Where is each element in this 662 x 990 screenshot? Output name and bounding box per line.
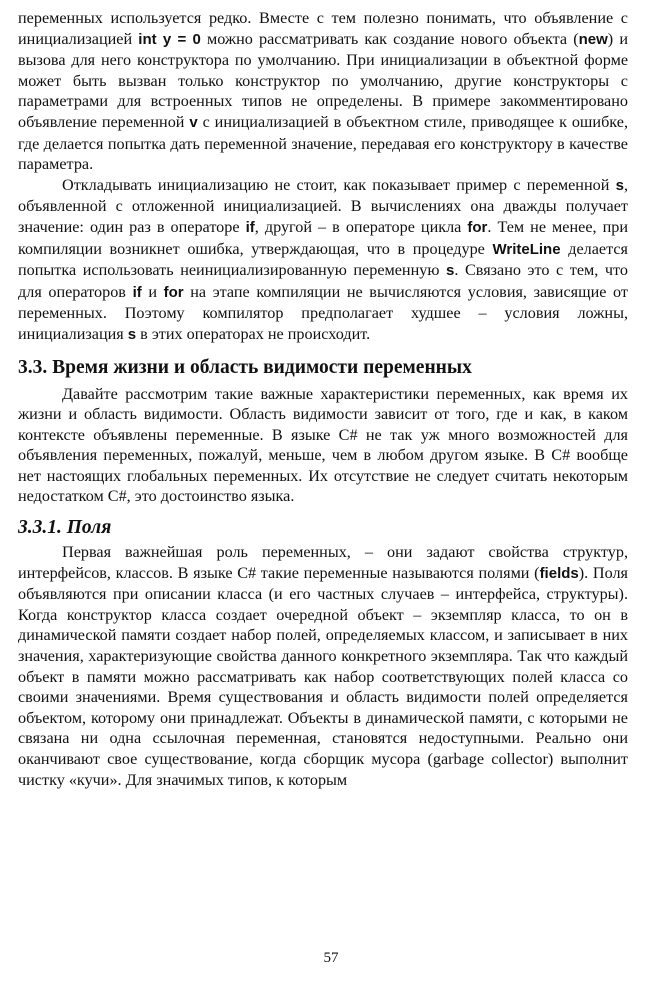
code-keyword: new: [578, 30, 608, 48]
paragraph-2: [18, 175, 628, 346]
code-keyword: int y = 0: [138, 30, 201, 48]
page-number: 57: [323, 950, 339, 966]
paragraph-3: Давайте рассмотрим такие важные характеристики переменных, как время их жизни и область видимости. Область видимости зависит от того, где и как, в каком контексте объявлены переменные. В языке C# не так уж много возможностей для объявления переменных, пожалуй, меньше, чем в любом другом языке. В C# вообще нет настоящих глобальных переменных. Их отсутствие не следует считать некоторым недостатком C#, это достоинство языка.: [18, 384, 628, 506]
text-run: переменных используется редко. Вместе с тем полезно понимать, что объявление с инициализацией: [18, 9, 628, 48]
code-keyword: s: [615, 176, 624, 194]
code-keyword: for: [163, 283, 184, 301]
text-run: делается попытка использовать неинициализированную переменную: [18, 239, 628, 280]
page-body: [18, 8, 628, 790]
code-keyword: if: [132, 283, 142, 301]
paragraph-1: [18, 8, 628, 175]
code-keyword: if: [245, 218, 255, 236]
text-run: на этапе компиляции не вычисляются условия, зависящие от переменных. Поэтому компилятор предполагает худшее – условия ложны, инициализация: [18, 282, 628, 343]
paragraph-4: [18, 542, 628, 790]
code-keyword: s: [446, 262, 455, 280]
text-run: в этих операторах не происходит.: [136, 324, 371, 343]
text-run: . Связано это с тем, что для операторов: [18, 261, 628, 301]
code-keyword: s: [127, 325, 137, 343]
code-keyword: v: [189, 113, 198, 131]
text-run: Первая важнейшая роль переменных, – они задают свойства структур, интерфейсов, классов. В языке C# такие переменные называются полями (: [18, 543, 628, 582]
code-keyword: fields: [539, 564, 579, 582]
code-keyword: WriteLine: [492, 240, 561, 258]
subsection-heading: 3.3.1. Поля: [18, 517, 112, 539]
text-run: с инициализацией в объектном стиле, приводящее к ошибке, где делается попытка дать переменной значение, передавая его конструктору в качестве параметра.: [18, 112, 628, 174]
text-run: и: [141, 282, 164, 301]
code-keyword: for: [467, 218, 488, 236]
text-run: , другой – в операторе цикла: [254, 217, 468, 236]
text-run: . Тем не менее, при компиляции возникнет ошибка, утверждающая, что в процедуре: [18, 217, 629, 258]
text-run: можно рассматривать как создание нового объекта (: [200, 29, 579, 48]
text-run: ) и вызова для него конструктора по умолчанию. При инициализации в объектной форме может быть вызван только конструктор по умолчанию, другие конструкторы с параметрами для встроенных типов не определены. В примере закомментировано объявление переменной: [18, 29, 628, 131]
text-run: Откладывать инициализацию не стоит, как показывает пример с переменной: [62, 175, 616, 194]
section-heading: 3.3. Время жизни и область видимости переменных: [18, 356, 472, 378]
text-run: , объявленной с отложенной инициализацией. В вычислениях она дважды получает значение: один раз в операторе: [18, 175, 628, 236]
text-run: ). Поля объявляются при описании класса (и его частных случаев – интерфейса, структуры). Когда конструктор класса создает очередной объект – экземпляр класса, то он в динамической памяти создает набор полей, определяемых классом, и записывает в них значения, характеризующие свойства данного конкретного экземпляра. Так что каждый объект в памяти можно рассматривать как набор соответствующих полей класса со своими значениями. Время существования и область видимости полей определяется объектом, которому они принадлежат. Объекты в динамической памяти, с которыми не связана ни одна ссылочная переменная, становятся недоступными. Реально они оканчивают свое существование, когда сборщик мусора (garbage collector) выполнит чистку «кучи». Для значимых типов, к которым: [18, 563, 628, 789]
